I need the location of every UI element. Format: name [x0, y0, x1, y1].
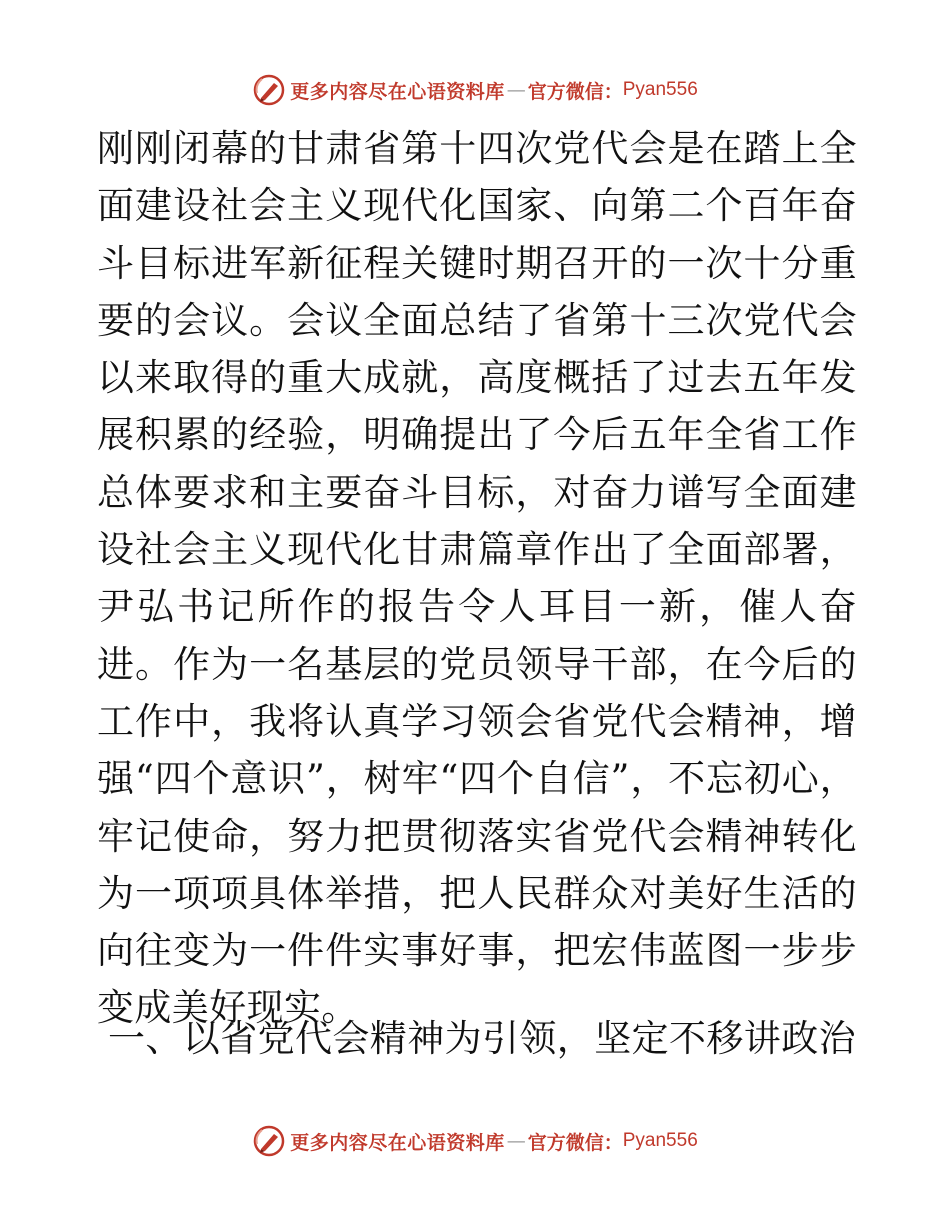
- section-heading: 一、以省党代会精神为引领，坚定不移讲政治: [108, 1017, 856, 1060]
- footer-banner: [0, 1121, 950, 1161]
- body-paragraph: 刚刚闭幕的甘肃省第十四次党代会是在踏上全面建设社会主义现代化国家、向第二个百年奋斗目标进军新征程关键时期召开的一次十分重要的会议。会议全面总结了省第十三次党代会以来取得的重大成就，高度概括了过去五年发展积累的经验，明确提出了今后五年全省工作总体要求和主要奋斗目标，对奋力谱写全面建设社会主义现代化甘肃篇章作出了全面部署，尹弘书记所作的报告令人耳目一新，催人奋进。作为一名基层的党员领导干部，在今后的工作中，我将认真学习领会省党代会精神，增强“四个意识”，树牢“四个自信”，不忘初心，牢记使命，努力把贯彻落实省党代会精神转化为一项项具体举措，把人民群众对美好生活的向往变为一件件实事好事，把宏伟蓝图一步步变成美好现实。: [97, 127, 857, 1030]
- banner-separator: —: [506, 79, 526, 101]
- banner-wechat-label: 官方微信：: [527, 80, 623, 103]
- body-paragraph-container: [97, 120, 857, 1037]
- banner-main-text: 更多内容尽在心语资料库: [290, 80, 505, 103]
- pen-logo-icon: [252, 73, 286, 107]
- banner-separator: —: [506, 1130, 526, 1152]
- banner-main-text: 更多内容尽在心语资料库: [290, 1131, 505, 1154]
- banner-wechat-label: 官方微信：: [527, 1131, 623, 1154]
- header-banner: [0, 70, 950, 110]
- banner-wechat-id: Pyan556: [622, 79, 698, 100]
- pen-logo-icon: [252, 1124, 286, 1158]
- banner-wechat-id: Pyan556: [622, 1130, 698, 1151]
